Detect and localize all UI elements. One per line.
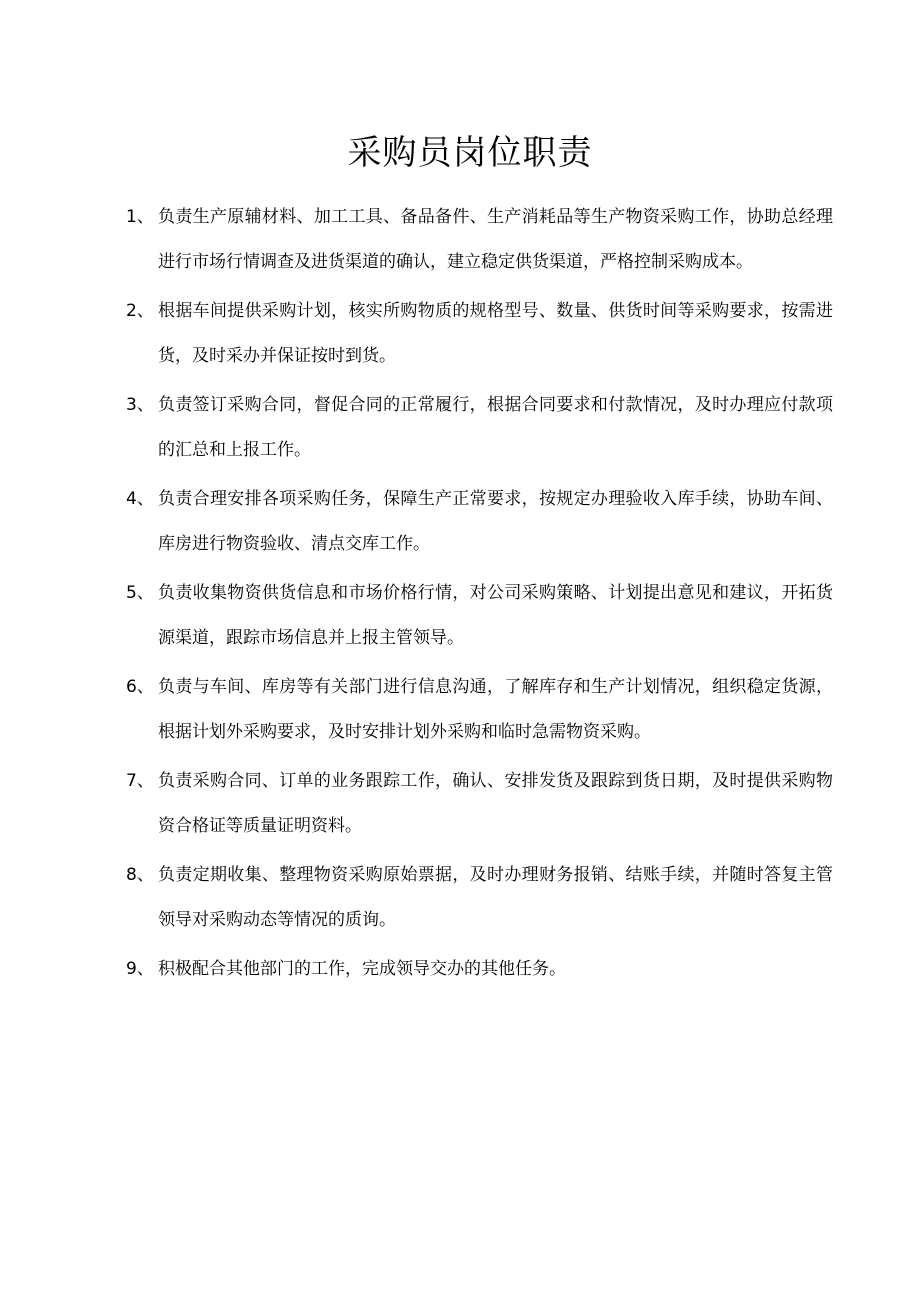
list-item-text: 负责生产原辅材料、加工工具、备品备件、生产消耗品等生产物资采购工作，协助总经理进行市场行情调查及进货渠道的确认，建立稳定供货渠道，严格控制采购成本。 bbox=[158, 207, 833, 272]
list-item-number: 3、 bbox=[126, 395, 154, 415]
list-item-number: 5、 bbox=[126, 583, 154, 603]
list-item bbox=[0, 759, 833, 849]
list-item-number: 1、 bbox=[126, 207, 154, 227]
list-item-text: 负责采购合同、订单的业务跟踪工作，确认、安排发货及跟踪到货日期，及时提供采购物资合格证等质量证明资料。 bbox=[158, 771, 833, 836]
duty-list bbox=[0, 195, 920, 996]
list-item bbox=[0, 665, 833, 755]
list-item-text: 负责合理安排各项采购任务，保障生产正常要求，按规定办理验收入库手续，协助车间、库房进行物资验收、清点交库工作。 bbox=[158, 489, 833, 554]
page-title: 采购员岗位职责 bbox=[347, 133, 593, 173]
list-item bbox=[0, 289, 833, 379]
list-item bbox=[0, 571, 833, 661]
list-item-number: 4、 bbox=[126, 489, 154, 509]
list-item-number: 2、 bbox=[126, 301, 154, 321]
list-item-text: 负责与车间、库房等有关部门进行信息沟通，了解库存和生产计划情况，组织稳定货源，根据计划外采购要求，及时安排计划外采购和临时急需物资采购。 bbox=[158, 677, 833, 742]
list-item-number: 6、 bbox=[126, 677, 154, 697]
list-item-number: 9、 bbox=[126, 959, 154, 979]
list-item-number: 7、 bbox=[126, 771, 154, 791]
list-item-text: 负责签订采购合同，督促合同的正常履行，根据合同要求和付款情况，及时办理应付款项的汇总和上报工作。 bbox=[158, 395, 833, 460]
list-item-text: 负责收集物资供货信息和市场价格行情，对公司采购策略、计划提出意见和建议，开拓货源渠道，跟踪市场信息并上报主管领导。 bbox=[158, 583, 833, 648]
list-item bbox=[0, 195, 833, 285]
list-item-number: 8、 bbox=[126, 865, 154, 885]
list-item-text: 根据车间提供采购计划，核实所购物质的规格型号、数量、供货时间等采购要求，按需进货，及时采办并保证按时到货。 bbox=[158, 301, 833, 366]
list-item-text: 积极配合其他部门的工作，完成领导交办的其他任务。 bbox=[158, 959, 566, 979]
list-item bbox=[0, 383, 833, 473]
list-item bbox=[0, 477, 833, 567]
list-item bbox=[0, 853, 833, 943]
list-item bbox=[0, 947, 833, 992]
list-item-text: 负责定期收集、整理物资采购原始票据，及时办理财务报销、结账手续，并随时答复主管领导对采购动态等情况的质询。 bbox=[158, 865, 833, 930]
